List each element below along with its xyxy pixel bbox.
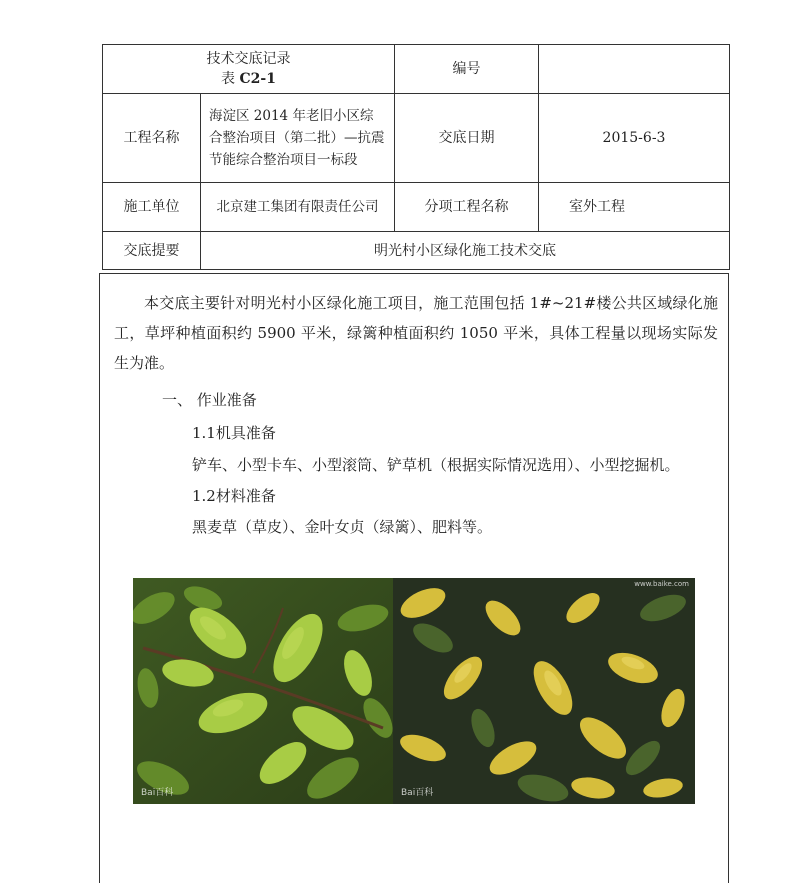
form-code-prefix: 表 [221,71,240,87]
subsection-2-text: 黑麦草（草皮）、金叶女贞（绿篱）、肥料等。 [192,518,493,536]
number-label: 编号 [395,45,539,94]
subsection-1-heading: 1.1机具准备 [192,424,276,442]
subsection-2-heading: 1.2材料准备 [192,487,276,505]
content-box [99,273,729,883]
form-code: C2-1 [239,71,276,87]
number-value [539,45,730,94]
project-label: 工程名称 [103,94,201,183]
right-photo-top-watermark: www.baike.com [634,580,689,588]
project-value: 海淀区 2014 年老旧小区综合整治项目（第二批）—抗震节能综合整治项目一标段 [201,94,395,183]
date-label: 交底日期 [395,94,539,183]
section-heading: 一、 作业准备 [162,391,257,409]
left-photo-watermark: Bai百科 [141,788,174,798]
date-value: 2015-6-3 [539,94,730,183]
summary-label: 交底提要 [103,232,201,270]
golden-leaf-photo [393,578,695,804]
form-title-cell [103,45,395,94]
subsection-1-text: 铲车、小型卡车、小型滚筒、铲草机（根据实际情况选用）、小型挖掘机。 [192,456,680,474]
green-leaf-photo [133,578,393,804]
right-photo-watermark: Bai百科 [401,788,434,798]
summary-value: 明光村小区绿化施工技术交底 [201,232,730,270]
subitem-label: 分项工程名称 [395,183,539,232]
subitem-value: 室外工程 [539,183,730,232]
contractor-value: 北京建工集团有限责任公司 [201,183,395,232]
contractor-label: 施工单位 [103,183,201,232]
header-table [102,44,730,270]
intro-paragraph: 本交底主要针对明光村小区绿化施工项目，施工范围包括 1#~21#楼公共区域绿化施工，草坪种植面积约 5900 平米，绿篱种植面积约 1050 平米，具体工程量以现场实际发生为准。 [114,294,718,372]
form-title: 技术交底记录 [206,51,291,67]
